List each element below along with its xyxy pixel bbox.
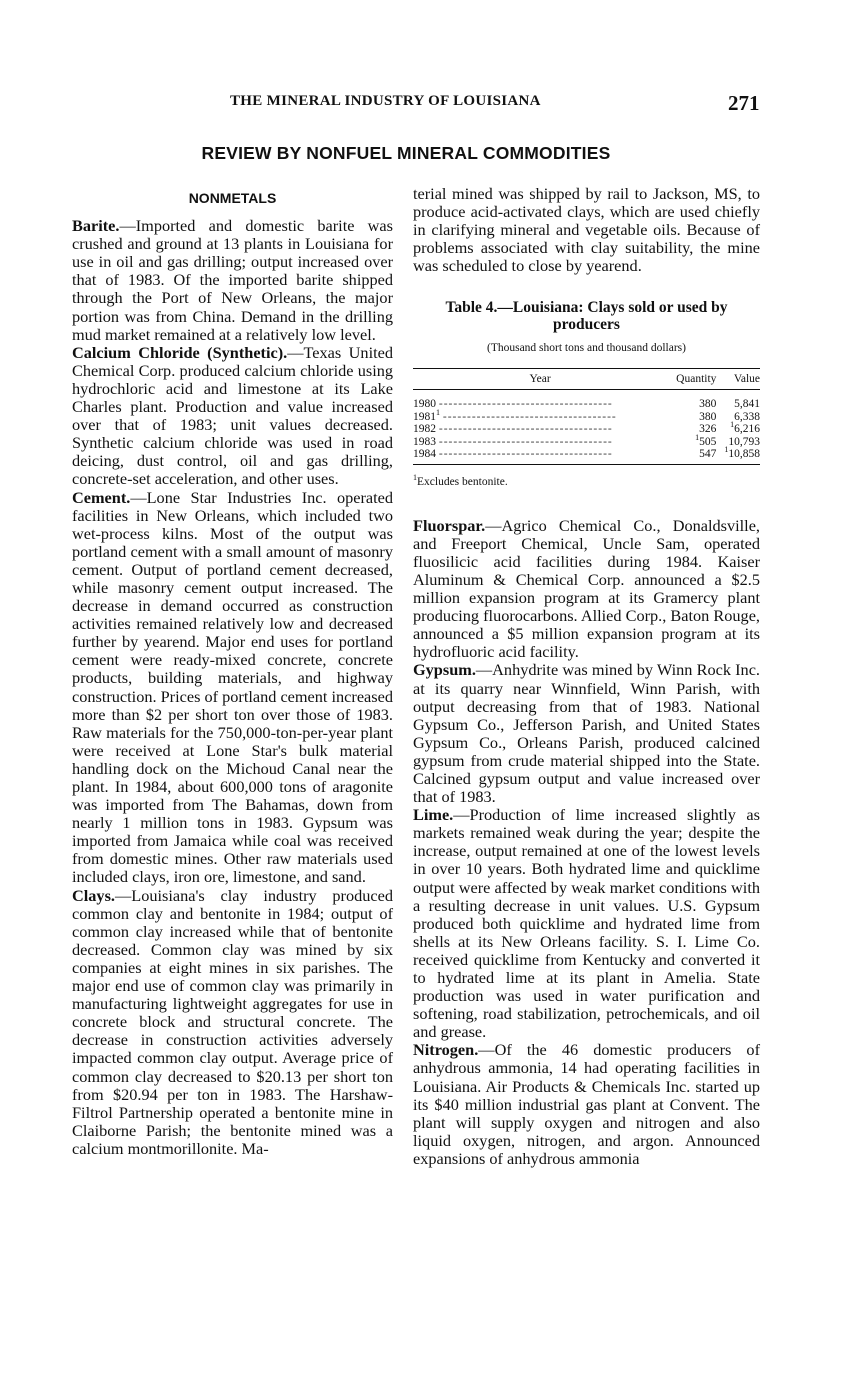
cement-text: Lone Star Industries Inc. operated facilities in New Orleans, which included two wet-process kilns. Most of the output was portland cement with a small amount of masonry cement. Output of portland cement decreased, while masonry cement output increased. The decrease in demand occurred as construction activities remained relatively low and decreased further by yearend. Major end uses for portland cement were ready-mixed concrete, concrete products, building materials, and highway construction. Prices of portland cement increased more than $2 per short ton over those of 1983. Raw materials for the 750,000-ton-per-year plant were received at Lone Star's bulk material handling dock on the Michoud Canal near the plant. In 1984, about 600,000 tons of aragonite was imported from The Bahamas, down from nearly 1 million tons in 1983. Gypsum was imported from Jamaica while coal was received from domestic mines. Other raw materials used included clays, iron ore, limestone, and sand. — [72, 487, 393, 887]
row-value: 10,858 — [728, 448, 760, 461]
table-row — [413, 448, 760, 464]
row-value-note: 1 — [730, 420, 735, 430]
col-quantity: Quantity — [667, 368, 716, 390]
table-row — [413, 423, 760, 436]
lime-paragraph: Lime.—Production of lime increased slightly as markets remained weak during the year; despite the increase, output remained at one of the lowest levels in over 10 years. Both hydrated lime and quicklime output were affected by weak market conditions with a resulting decrease in unit values. U.S. Gypsum produced both quicklime and hydrated lime from shells at its New Orleans facility. S. I. Lime Co. received quicklime from Kentucky and converted it to hydrated lime at its plant in Amelia. State production was used in water purification and softening, road stabilization, petrochemicals, and oil and grease. — [413, 805, 760, 1042]
right-column — [413, 185, 760, 1168]
section-title: REVIEW BY NONFUEL MINERAL COMMODITIES — [201, 143, 611, 163]
cement-paragraph: Cement.—Lone Star Industries Inc. operated facilities in New Orleans, which included two wet-process kilns. Most of the output was portland cement with a small amount of masonry cement. Output of portland cement decreased, while masonry cement output increased. The decrease in demand occurred as construction activities remained relatively low and decreased further by yearend. Major end uses for portland cement were ready-mixed concrete, concrete products, building materials, and highway construction. Prices of portland cement increased more than $2 per short ton over those of 1983. Raw materials for the 750,000-ton-per-year plant were received at Lone Star's bulk material handling dock on the Michoud Canal near the plant. In 1984, about 600,000 tons of aragonite was imported from The Bahamas, down from nearly 1 million tons in 1983. Gypsum was imported from Jamaica while coal was received from domestic mines. Other raw materials used included clays, iron ore, limestone, and sand. — [72, 487, 393, 887]
row-year: 1983 — [413, 435, 436, 448]
row-quantity: 380 — [699, 398, 717, 411]
clays-table — [413, 368, 760, 465]
row-value-note: 1 — [724, 445, 729, 455]
row-quantity: 505 — [699, 435, 717, 448]
row-value: 6,338 — [734, 410, 760, 423]
row-value: 5,841 — [734, 398, 760, 411]
nitrogen-text: Of the 46 domestic producers of anhydrous ammonia, 14 had operating facilities in Louisiana. Air Products & Chemicals Inc. started up its $40 million industrial gas plant at Convent. The plant will supply oxygen and nitrogen and also liquid oxygen, nitrogen, and argon. Announced expansions of anhydrous ammonia — [413, 1040, 760, 1168]
table-row — [413, 436, 760, 449]
barite-paragraph: Barite.—Imported and domestic barite was crushed and ground at 13 plants in Louisiana for use in oil and gas drilling; output increased over that of 1983. Of the imported barite shipped through the Port of New Orleans, the major portion was from China. Demand in the drilling mud market remained at a relatively low level. — [72, 216, 393, 344]
barite-text: Imported and domestic barite was crushed and ground at 13 plants in Louisiana for use in oil and gas drilling; output increased over that of 1983. Of the imported barite shipped through the Port of New Orleans, the major portion was from China. Demand in the drilling mud market remained at a relatively low level. — [72, 216, 393, 344]
table-footnote — [413, 473, 760, 491]
barite-heading: Barite. — [72, 216, 120, 236]
fluorspar-paragraph: Fluorspar.—Agrico Chemical Co., Donaldsville, and Freeport Chemical, Uncle Sam, operated fluosilicic acid facilities during 1984. Kaiser Aluminum & Chemical Corp. announced a $2.5 million expansion program at its Gramercy plant producing fluorocarbons. Allied Corp., Baton Rouge, announced a $5 million expansion program at its hydrofluoric acid facility. — [413, 515, 760, 662]
row-quantity: 547 — [699, 448, 717, 461]
lime-text: Production of lime increased slightly as markets remained weak during the year; despite the increase, output remained at one of the lowest levels in over 10 years. Both hydrated lime and quicklime output were affected by weak market conditions with a resulting decrease in unit values. U.S. Gypsum produced both quicklime and hydrated lime from shells at its New Orleans facility. S. I. Lime Co. received quicklime from Kentucky and converted it to hydrated lime at its plant in Amelia. State production was used in water purification and softening, road stabilization, petrochemicals, and oil and grease. — [413, 805, 760, 1042]
table-row — [413, 411, 760, 424]
leader-dots: ------------------------------------ — [438, 398, 613, 411]
table-title: Table 4.—Louisiana: Clays sold or used by producers — [445, 299, 728, 334]
table-row — [413, 390, 760, 411]
row-qty-note: 1 — [695, 432, 700, 442]
nonmetals-subhead: NONMETALS — [188, 190, 277, 206]
calcium-chloride-text: Texas United Chemical Corp. produced calcium chloride using hydrochloric acid and limestone at its Lake Charles plant. Production and value increased over that of 1983; unit values decreased. Synthetic calcium chloride was used in road deicing, dust control, oil and gas drilling, concrete-set acceleration, and other uses. — [72, 342, 393, 489]
cement-heading: Cement. — [72, 487, 131, 507]
nitrogen-paragraph: Nitrogen.—Of the 46 domestic producers of anhydrous ammonia, 14 had operating facilities in Louisiana. Air Products & Chemicals Inc. started up its $40 million industrial gas plant at Convent. The plant will supply oxygen and nitrogen and also liquid oxygen, nitrogen, and argon. Announced expansions of anhydrous ammonia — [413, 1040, 760, 1168]
fluorspar-text: Agrico Chemical Co., Donaldsville, and Freeport Chemical, Uncle Sam, operated fluosilicic acid facilities during 1984. Kaiser Aluminum & Chemical Corp. announced a $2.5 million expansion program at its Gramercy plant producing fluorocarbons. Allied Corp., Baton Rouge, announced a $5 million expansion program at its hydrofluoric acid facility. — [413, 515, 760, 662]
fluorspar-heading: Fluorspar. — [413, 515, 486, 535]
row-year: 1980 — [413, 398, 436, 411]
clays-text: Louisiana's clay industry produced common clay and bentonite in 1984; output of common clay increased while that of bentonite decreased. Common clay was mined by six companies at eight mines in six parishes. The major end use of common clay was primarily in manufacturing lightweight aggregates for use in concrete block and structural concrete. The decrease in construction activities adversely impacted common clay output. Average price of common clay decreased to $20.13 per short ton from $20.94 per ton in 1983. The Harshaw-Filtrol Partnership operated a bentonite mine in Claiborne Parish; the bentonite mined was a calcium montmorillonite. Ma- — [72, 885, 393, 1158]
leader-dots: ------------------------------------ — [438, 435, 613, 448]
row-year: 1984 — [413, 448, 436, 461]
calcium-chloride-paragraph: Calcium Chloride (Synthetic).—Texas United Chemical Corp. produced calcium chloride using hydrochloric acid and limestone at its Lake Charles plant. Production and value increased over that of 1983; unit values decreased. Synthetic calcium chloride was used in road deicing, dust control, oil and gas drilling, concrete-set acceleration, and other uses. — [72, 342, 393, 489]
gypsum-paragraph: Gypsum.—Anhydrite was mined by Winn Rock Inc. at its quarry near Winnfield, Winn Parish, with output decreasing from that of 1983. National Gypsum Co., Jefferson Parish, and United States Gypsum Co., Orleans Parish, produced calcined gypsum from crude material shipped into the State. Calcined gypsum output and value increased over that of 1983. — [413, 660, 760, 807]
running-header: THE MINERAL INDUSTRY OF LOUISIANA — [230, 93, 541, 109]
leader-dots: ------------------------------------ — [438, 448, 613, 461]
nitrogen-heading: Nitrogen. — [413, 1040, 479, 1060]
clays-paragraph: Clays.—Louisiana's clay industry produced common clay and bentonite in 1984; output of common clay increased while that of bentonite decreased. Common clay was mined by six companies at eight mines in six parishes. The major end use of common clay was primarily in manufacturing lightweight aggregates for use in concrete block and structural concrete. The decrease in construction activities adversely impacted common clay output. Average price of common clay decreased to $20.13 per short ton from $20.94 per ton in 1983. The Harshaw-Filtrol Partnership operated a bentonite mine in Claiborne Parish; the bentonite mined was a calcium montmorillonite. Ma- — [72, 885, 393, 1158]
row-year: 1982 — [413, 423, 436, 436]
row-value: 6,216 — [734, 423, 760, 436]
leader-dots: ------------------------------------ — [442, 410, 617, 423]
row-quantity: 380 — [699, 410, 717, 423]
footnote-text: Excludes bentonite. — [417, 475, 508, 488]
row-quantity: 326 — [699, 423, 717, 436]
row-value: 10,793 — [728, 435, 760, 448]
table-header-row — [413, 368, 760, 390]
clays-continuation: terial mined was shipped by rail to Jackson, MS, to produce acid-activated clays, which are used chiefly in clarifying mineral and vegetable oils. Because of problems associated with clay suitability, the mine was scheduled to close by yearend. — [413, 184, 760, 276]
footnote-mark: 1 — [413, 472, 417, 482]
calcium-chloride-heading: Calcium Chloride (Synthetic). — [72, 342, 288, 362]
gypsum-text: Anhydrite was mined by Winn Rock Inc. at its quarry near Winnfield, Winn Parish, with output decreasing from that of 1983. National Gypsum Co., Jefferson Parish, and United States Gypsum Co., Orleans Parish, produced calcined gypsum from crude material shipped into the State. Calcined gypsum output and value increased over that of 1983. — [413, 660, 760, 807]
lime-heading: Lime. — [413, 805, 454, 825]
clays-heading: Clays. — [72, 885, 115, 905]
leader-dots: ------------------------------------ — [438, 423, 613, 436]
row-year-note: 1 — [436, 407, 440, 417]
gypsum-heading: Gypsum. — [413, 660, 476, 680]
left-column — [72, 185, 393, 1158]
col-value: Value — [716, 368, 760, 390]
col-year: Year — [413, 368, 667, 390]
table-subtitle: (Thousand short tons and thousand dollars) — [487, 342, 686, 355]
row-year: 1981 — [413, 410, 436, 423]
page-number: 271 — [728, 91, 760, 115]
